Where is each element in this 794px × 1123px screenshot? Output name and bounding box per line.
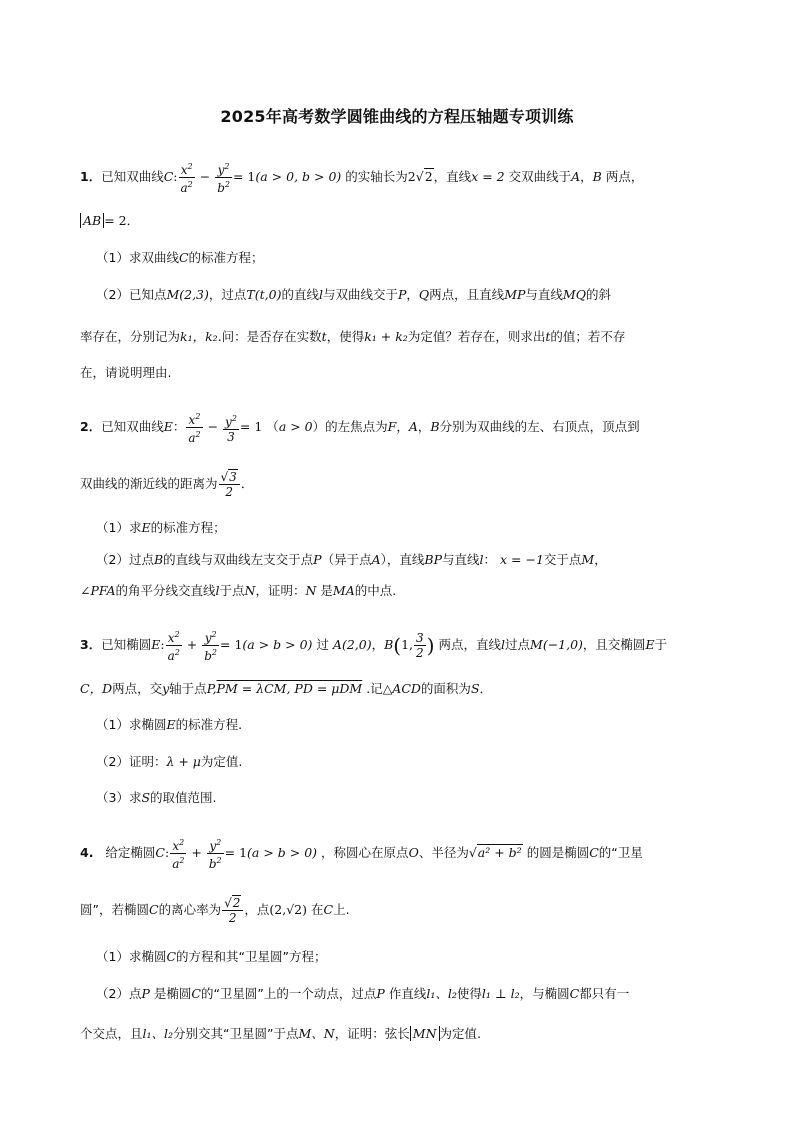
q4-line-1: 4. 给定椭圆C: $\frac{x^2}{a^2}$ + $\frac{y^2}{b^2}$ = 1(a > b > 0) ，称圆心在原点O、半径为√a² + b² 的圆是椭圆C的“卫星 <box>80 838 643 871</box>
q3-part-1: （1）求椭圆E的标准方程. <box>96 717 243 732</box>
q3-line-1: 3．已知椭圆E: $\frac{x^2}{a^2}$ + $\frac{y^2}{b^2}$ = 1(a > b > 0) 过 A(2,0)，B(1, $\frac{3}{2}$ ) 两点，直线l过点M(−1,0)，且交椭圆E于 <box>80 630 668 663</box>
q4-line-2: 圆”，若椭圆C的离心率为 $\frac{√2}{2}$ ，点(2,√2) 在C上. <box>80 896 350 925</box>
q2-number: 2． <box>80 419 102 434</box>
q2-part-1: （1）求E的标准方程； <box>96 520 226 535</box>
fraction-x2-a2: $\frac{x^2}{a^2}$ <box>180 162 193 195</box>
q3-part-3: （3）求S的取值范围. <box>96 790 217 805</box>
q4-part-1: （1）求椭圆C的方程和其“卫星圆”方程； <box>96 949 327 964</box>
fraction-y2-b2: $\frac{y^2}{b^2}$ <box>217 162 230 195</box>
q2-line-2: 双曲线的渐近线的距离为 $\frac{√3}{2}$ ． <box>80 470 254 499</box>
q1-part-2-cont: 率存在，分别记为k₁，k₂.问：是否存在实数t，使得k₁ + k₂为定值？若存在，则求出t的值；若不存 <box>80 329 626 344</box>
q4-number: 4. <box>80 845 94 860</box>
q3-number: 3． <box>80 637 102 652</box>
q2-line-1: 2．已知双曲线E： $\frac{x^2}{a^2}$ − $\frac{y^2}{3}$ = 1 （a > 0）的左焦点为F，A，B分别为双曲线的左、右顶点，顶点到 <box>80 412 640 445</box>
q1-part-2: （2）已知点M(2,3)，过点T(t,0)的直线l与双曲线交于P，Q两点，且直线MP与直线MQ的斜 <box>96 287 611 302</box>
page-title: 2025年高考数学圆锥曲线的方程压轴题专项训练 <box>220 107 574 126</box>
q2-part-2: （2）过点B的直线与双曲线左支交于点P（异于点A），直线BP与直线l： x = −1交于点M， <box>96 552 607 567</box>
q3-part-2: （2）证明：λ + μ为定值. <box>96 754 243 769</box>
q1-part-2-end: 在，请说明理由. <box>80 365 172 380</box>
q4-part-2: （2）点P 是椭圆C的“卫星圆”上的一个动点，过点P 作直线l₁、l₂使得l₁ ⊥ l₂，与椭圆C都只有一 <box>96 986 630 1001</box>
q4-part-2-cont: 个交点，且l₁、l₂分别交其“卫星圆”于点M、N，证明：弦长 MN 为定值. <box>80 1026 481 1041</box>
q1-line-2: AB = 2． <box>80 212 139 230</box>
q1-part-1: （1）求双曲线C的标准方程； <box>96 250 264 265</box>
q1-line-1: 1．已知双曲线C: $\frac{x^2}{a^2}$ − $\frac{y^2}{b^2}$ = 1(a > 0, b > 0) 的实轴长为2√2，直线x = 2 交双曲线于A，B 两点， <box>80 162 644 195</box>
q2-part-2-cont: ∠PFA的角平分线交直线l于点N，证明：N 是MA的中点. <box>80 583 397 598</box>
q1-number: 1． <box>80 169 102 184</box>
q3-line-2: C，D两点，交y轴于点P,PM = λCM, PD = μDM .记△ACD的面积为S． <box>80 681 493 696</box>
